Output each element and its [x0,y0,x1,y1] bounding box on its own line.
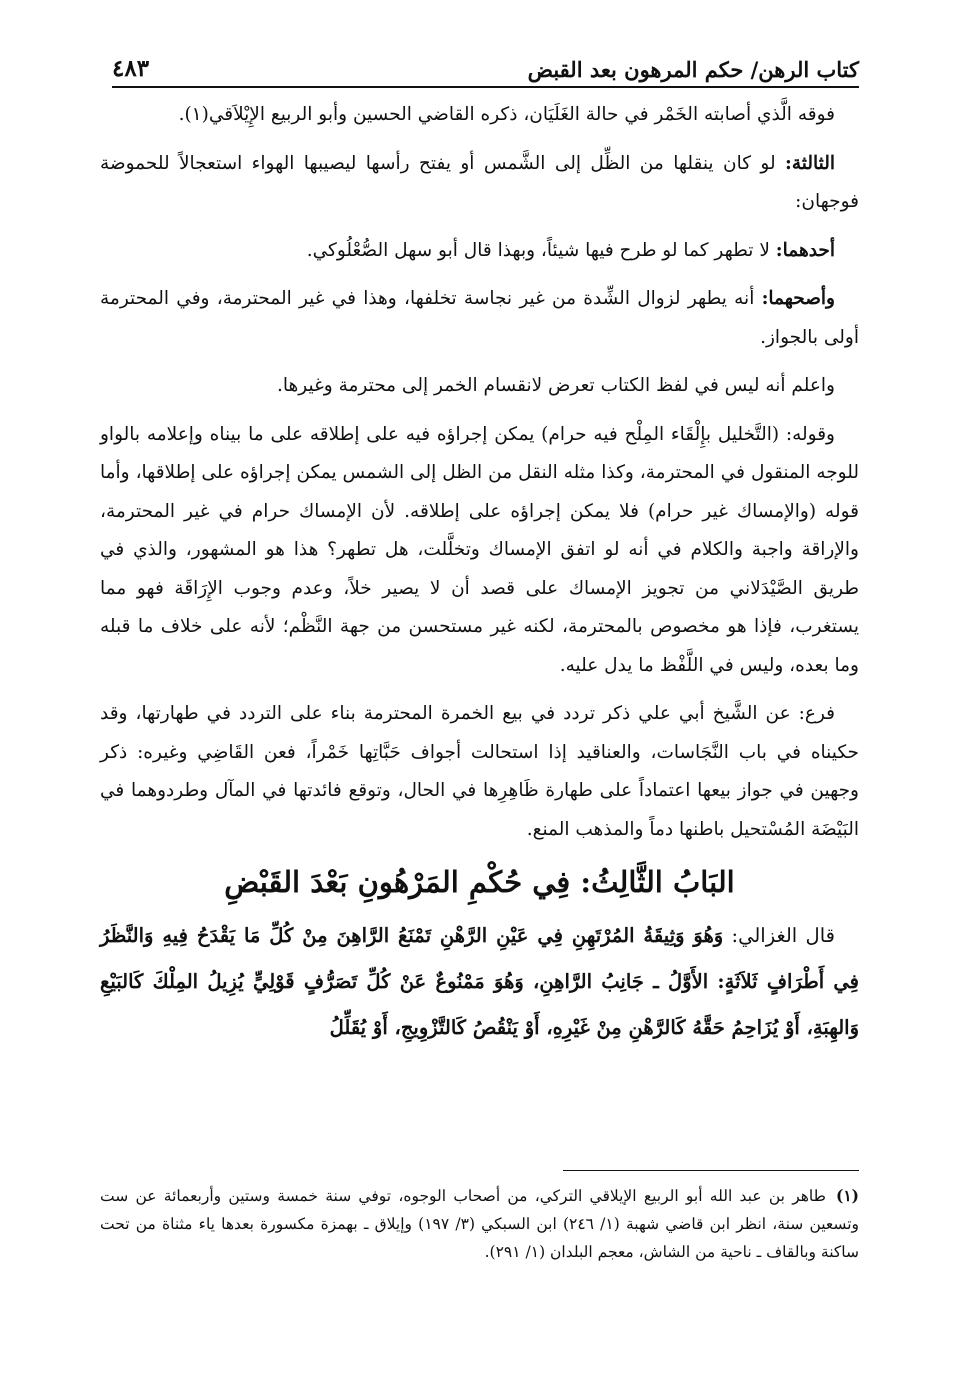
paragraph-text: فوقه الَّذي أصابته الخَمْر في حالة الغَلَيَان، ذكره القاضي الحسين وأبو الربيع الإِيْلاَقي(١). [178,104,835,125]
paragraph [100,145,859,222]
paragraph-text: أنه يطهر لزوال الشِّدة من غير نجاسة تخلفها، وهذا في غير المحترمة، وفي المحترمة أولى بالجواز. [100,288,859,348]
paragraph-lead: أحدهما: [775,239,835,261]
paragraph-lead: وأصحهما: [761,288,835,309]
ghazali-quote: وَهُوَ وَثِيقَةُ المُرْتَهِنِ فِي عَيْنِ الرَّهْنِ تَمْنَعُ الرَّاهِنَ مِنْ كُلِّ مَا يَقْدَحُ فِيهِ وَالنَّظَرُ فِي أَطْرَافٍ ثَلاَثَةٍ: الأَوَّلُ ـ جَانِبُ الرَّاهِنِ، وَهُوَ مَمْنُوعٌ عَنْ كُلِّ تَصَرُّفٍ قَوْلِيٍّ يُزِيلُ المِلْكَ كَالبَيْعِ وَالهِبَةِ، أَوْ يُزَاحِمُ حَقَّهُ كَالرَّهْنِ مِنْ غَيْرِهِ، أَوْ يَنْقُصُ كَالتَّزْوِيجِ، أَوْ يُقَلِّلُ [100,924,859,1039]
chapter-heading: البَابُ الثَّالِثُ: فِي حُكْمِ المَرْهُونِ بَعْدَ القَبْضِ [224,865,735,899]
running-head: كتاب الرهن/ حكم المرهون بعد القبض [527,57,859,82]
paragraph [100,96,859,135]
paragraph-lead: الثالثة: [785,152,835,174]
ghazali-intro: قال الغزالي: [723,924,835,947]
paragraph-text: فرع: عن الشَّيخ أبي علي ذكر تردد في بيع الخمرة المحترمة بناء على التردد في طهارتها، وقد حكيناه في باب النَّجَاسات، والعناقيد إذا استحالت أجواف حَبَّاتِها خَمْراً، فعن القَاضِي وغيره: ذكر وجهين في جواز بيعها اعتماداً على طهارة ظَاهِرِها في الحال، وتوقع فائدتها في المآل وطردوهما في البَيْضَة المُسْتحيل باطنها دماً والمذهب المنع. [100,703,859,840]
paragraph [100,695,859,849]
footnote [100,1182,859,1266]
paragraph-text: لا تطهر كما لو طرح فيها شيئاً، وبهذا قال أبو سهل الصُّعْلُوكي. [306,239,776,261]
paragraph-text: لو كان ينقلها من الظِّل إلى الشَّمس أو يفتح رأسها ليصيبها الهواء استعجالاً للحموضة فوجهان: [100,152,859,212]
paragraph [100,232,859,271]
ghazali-quote-paragraph [100,913,859,1051]
footnotes [100,1182,859,1266]
main-text [100,96,859,1061]
paragraph [100,416,859,686]
footnote-number: (١) [835,1186,859,1205]
page-header [112,36,859,88]
footnote-divider [563,1170,859,1171]
paragraph-text: واعلم أنه ليس في لفظ الكتاب تعرض لانقسام الخمر إلى محترمة وغيرها. [277,375,835,396]
paragraph [100,280,859,357]
paragraph-text: وقوله: (التَّخليل بإِلْقَاء المِلْح فيه حرام) يمكن إجراؤه فيه على إطلاقه على ما بيناه وإعلامه بالواو للوجه المنقول في المحترمة، وكذا مثله النقل من الظل إلى الشمس يمكن إجراؤه على إطلاقها، وأما قوله (والإمساك غير حرام) فلا يمكن إجراؤه على إطلاقه. لأن الإمساك حرام في غير المحترمة، والإراقة واجبة والكلام في أنه لو اتفق الإمساك وتخلَّلت، هل تطهر؟ هذا هو المشهور، والذي في طريق الصَّيْدَلاني من تجويز الإمساك على قصد أن لا يصير خلاً، وعدم وجوب الإِرَاقَة فهو مما يستغرب، فإذا هو مخصوص بالمحترمة، لكنه غير مستحسن من جهة النَّظْم؛ لأنه على خلاف ما قبله وما بعده، وليس في اللَّفْظ ما يدل عليه. [100,423,859,676]
footnote-text: طاهر بن عبد الله أبو الربيع الإيلاقي التركي، من أصحاب الوجوه، توفي سنة خمسة وستين وأربعمائة عن ست وتسعين سنة، انظر ابن قاضي شهبة (١/ ٢٤٦) ابن السبكي (٣/ ١٩٧) وإيلاق ـ بهمزة مكسورة بعدها ياء مثناة من تحت ساكنة وبالقاف ـ ناحية من الشاش، معجم البلدان (١/ ٢٩١). [100,1187,860,1261]
paragraph [100,367,859,406]
page-number: ٤٨٣ [112,55,150,82]
